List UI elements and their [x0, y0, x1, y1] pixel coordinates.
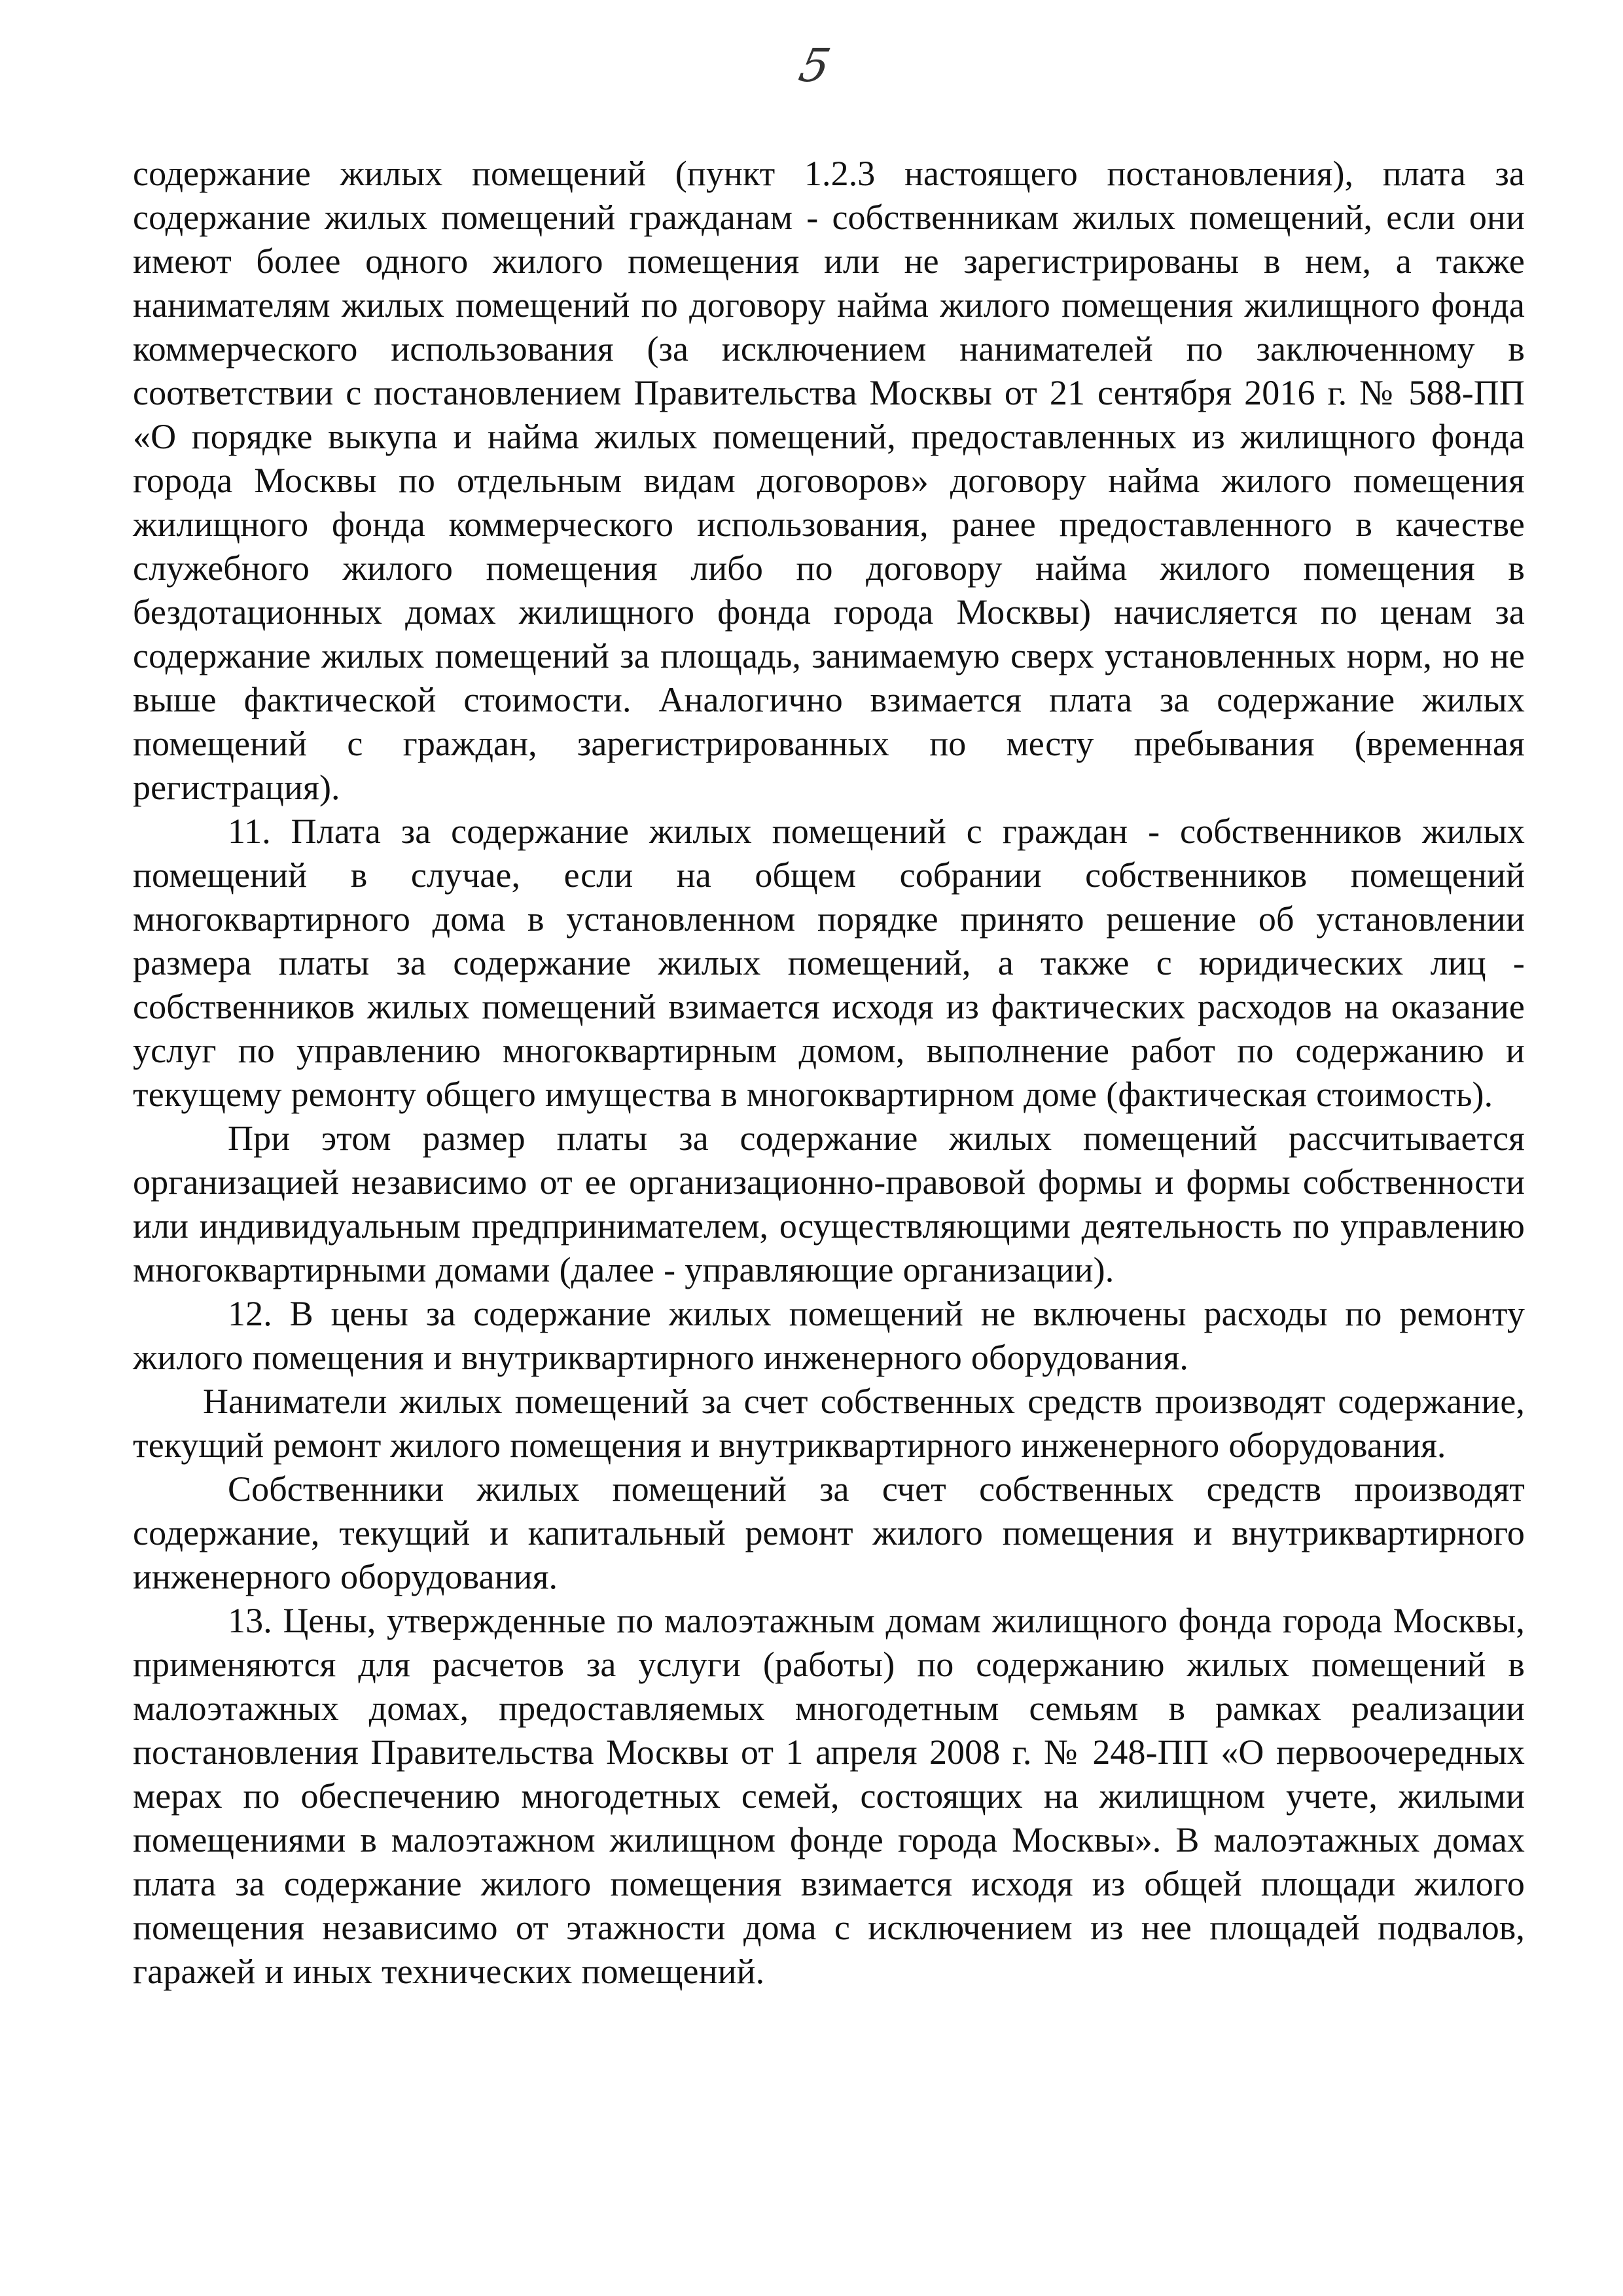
paragraph-owners: Собственники жилых помещений за счет собственных средств производят содержание, текущий и капитальный ремонт жилого помещения и внутриквартирного инженерного оборудования. — [133, 1469, 1525, 1596]
paragraph-tenants: Наниматели жилых помещений за счет собственных средств производят содержание, текущий ремонт жилого помещения и внутриквартирного инженерного оборудования. — [133, 1382, 1525, 1465]
paragraph-item-13: 13. Цены, утвержденные по малоэтажным домам жилищного фонда города Москвы, применяются для расчетов за услуги (работы) по содержанию жилых помещений в малоэтажных домах, предоставляемых многодетным семьям в рамках реализации постановления Правительства Москвы от 1 апреля 2008 г. № 248-ПП «О первоочередных мерах по обеспечению многодетных семей, состоящих на жилищном учете, жилыми помещениями в малоэтажном жилищном фонде города Москвы». В малоэтажных домах плата за содержание жилого помещения взимается исходя из общей площади жилого помещения независимо от этажности дома с исключением из нее площадей подвалов, гаражей и иных технических помещений. — [133, 1601, 1525, 1991]
paragraph-item-11: 11. Плата за содержание жилых помещений с граждан - собственников жилых помещений в случае, если на общем собрании собственников помещений многоквартирного дома в установленном порядке принято решение об установлении размера платы за содержание жилых помещений, а также с юридических лиц - собственников жилых помещений взимается исходя из фактических расходов на оказание услуг по управлению многоквартирным домом, выполнение работ по содержанию и текущему ремонту общего имущества в многоквартирном доме (фактическая стоимость). — [133, 812, 1525, 1114]
paragraph-continuation: содержание жилых помещений (пункт 1.2.3 настоящего постановления), плата за содержание жилых помещений гражданам - собственникам жилых помещений, если они имеют более одного жилого помещения или не зарегистрированы в нем, а также нанимателям жилых помещений по договору найма жилого помещения жилищного фонда коммерческого использования (за исключением нанимателей по заключенному в соответствии с постановлением Правительства Москвы от 21 сентября 2016 г. № 588-ПП «О порядке выкупа и найма жилых помещений, предоставленных из жилищного фонда города Москвы по отдельным видам договоров» договору найма жилого помещения жилищного фонда коммерческого использования, ранее предоставленного в качестве служебного жилого помещения либо по договору найма жилого помещения в бездотационных домах жилищного фонда города Москвы) начисляется по ценам за содержание жилых помещений за площадь, занимаемую сверх установленных норм, но не выше фактической стоимости. Аналогично взимается плата за содержание жилых помещений с граждан, зарегистрированных по месту пребывания (временная регистрация). — [133, 154, 1525, 807]
paragraph-payment-calculation: При этом размер платы за содержание жилых помещений рассчитывается организацией независимо от ее организационно-правовой формы и формы собственности или индивидуальным предпринимателем, осуществляющими деятельность по управлению многоквартирными домами (далее - управляющие организации). — [133, 1119, 1525, 1289]
page-number: 5 — [794, 39, 835, 92]
paragraph-item-12: 12. В цены за содержание жилых помещений не включены расходы по ремонту жилого помещения и внутриквартирного инженерного оборудования. — [133, 1294, 1525, 1377]
document-body — [133, 152, 1525, 1994]
